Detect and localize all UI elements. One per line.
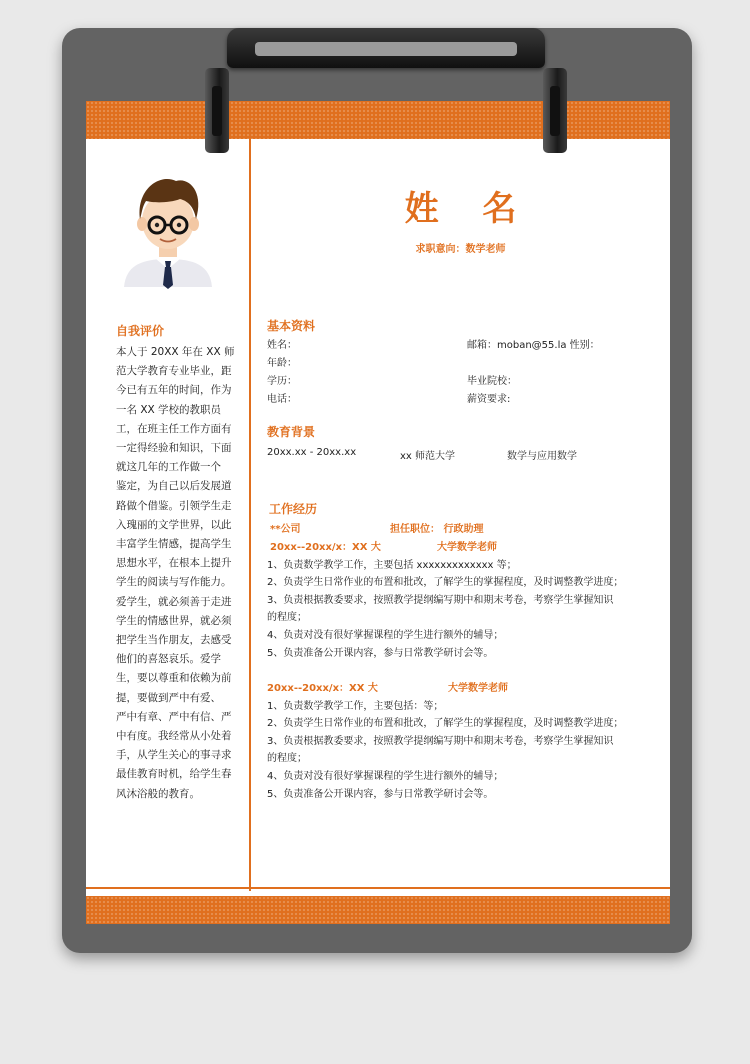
duty-line: 4、负责对没有很好掌握课程的学生进行额外的辅导； — [267, 771, 504, 782]
age-label: 年龄： — [267, 358, 297, 369]
self-eval-line: 鉴定，为自己以后发展道 — [116, 480, 232, 493]
duty-line: 3、负责根据教委要求，按照教学提纲编写期中和期末考卷，考察学生掌握知识 — [267, 736, 614, 747]
education-label: 学历： — [267, 376, 297, 387]
duty-line: 5、负责准备公开课内容，参与日常教学研讨会等。 — [267, 789, 494, 800]
job-period: 20xx--20xx/x：XX 大 — [270, 542, 381, 553]
duty-line: 的程度； — [267, 612, 307, 623]
duty-line: 1、负责数学教学工作，主要包括：等； — [267, 701, 444, 712]
self-eval-line: 学生的阅读与写作能力。 — [116, 576, 232, 589]
basic-info-title: 基本资料 — [267, 319, 316, 333]
duty-line: 2、负责学生日常作业的布置和批改，了解学生的掌握程度，及时调整教学进度； — [267, 718, 624, 729]
self-eval-line: 入瑰丽的文学世界，以此 — [116, 518, 232, 531]
education-major: 数学与应用数学 — [507, 451, 577, 462]
self-eval-line: 严中有章、严中有信、严 — [116, 710, 232, 723]
self-eval-line: 风沐浴般的教育。 — [116, 787, 200, 800]
email-gender: 邮箱：moban@55.la 性别： — [467, 340, 600, 351]
avatar — [120, 169, 216, 289]
position: 担任职位： 行政助理 — [390, 524, 484, 535]
bottom-rule — [86, 887, 670, 889]
company-name: **公司 — [270, 524, 301, 535]
salary-label: 薪资要求: — [467, 394, 511, 405]
self-eval-line: 他们的喜怒哀乐。爱学 — [116, 653, 221, 666]
self-eval-line: 把学生当作朋友，去感受 — [116, 634, 232, 647]
self-eval-line: 工，在班主任工作方面有 — [116, 422, 232, 435]
job-period: 20xx--20xx/x：XX 大 — [267, 683, 378, 694]
duty-line: 4、负责对没有很好掌握课程的学生进行额外的辅导； — [267, 630, 504, 641]
bottom-band — [86, 896, 670, 924]
self-eval-line: 中有度。我经常从小处着 — [116, 730, 232, 743]
job-role: 大学数学老师 — [448, 683, 508, 694]
self-eval-line: 提，要做到严中有爱、 — [116, 691, 221, 704]
education-title: 教育背景 — [267, 425, 316, 439]
duty-line: 3、负责根据教委要求，按照教学提纲编写期中和期末考卷，考察学生掌握知识 — [267, 595, 614, 606]
self-eval-line: 就这几年的工作做一个 — [116, 461, 221, 474]
self-eval-line: 生，要以尊重和依赖为前 — [116, 672, 232, 685]
self-eval-text — [116, 343, 238, 804]
self-eval-title: 自我评价 — [116, 324, 165, 338]
name-label: 姓名： — [267, 340, 297, 351]
self-eval-line: 学生的情感世界，就必须 — [116, 614, 232, 627]
self-eval-line: 一名 XX 学校的教职员 — [116, 403, 222, 416]
resume-sheet — [86, 101, 670, 924]
phone-label: 电话： — [267, 394, 297, 405]
self-eval-line: 思想水平，在根本上提升 — [116, 557, 232, 570]
self-eval-line: 范大学教育专业毕业，距 — [116, 365, 232, 378]
job-intent: 求职意向：数学老师 — [415, 244, 506, 255]
education-period: 20xx.xx - 20xx.xx — [267, 447, 357, 458]
school-label: 毕业院校： — [467, 376, 517, 387]
self-eval-line: 最佳教育时机，给学生春 — [116, 768, 232, 781]
education-school: xx 师范大学 — [400, 451, 456, 462]
self-eval-line: 路做个借鉴。引领学生走 — [116, 499, 232, 512]
candidate-name: 姓 名 — [404, 189, 533, 229]
self-eval-line: 爱学生，就必须善于走进 — [116, 595, 232, 608]
self-eval-line: 本人于 20XX 年在 XX 师 — [116, 346, 235, 358]
self-eval-line: 今已有五年的时间，作为 — [116, 384, 232, 397]
duty-line: 2、负责学生日常作业的布置和批改，了解学生的掌握程度，及时调整教学进度； — [267, 577, 624, 588]
work-title: 工作经历 — [269, 502, 318, 516]
job-role: 大学数学老师 — [437, 542, 497, 553]
duty-line: 1、负责数学教学工作，主要包括 xxxxxxxxxxxxx 等； — [267, 560, 517, 571]
board-clip — [205, 28, 567, 153]
duty-line: 的程度； — [267, 753, 307, 764]
duty-line: 5、负责准备公开课内容，参与日常教学研讨会等。 — [267, 648, 494, 659]
self-eval-line: 丰富学生情感，提高学生 — [116, 538, 232, 551]
self-eval-line: 手，从学生关心的事寻求 — [116, 749, 232, 762]
self-eval-line: 一定得经验和知识，下面 — [116, 442, 232, 455]
